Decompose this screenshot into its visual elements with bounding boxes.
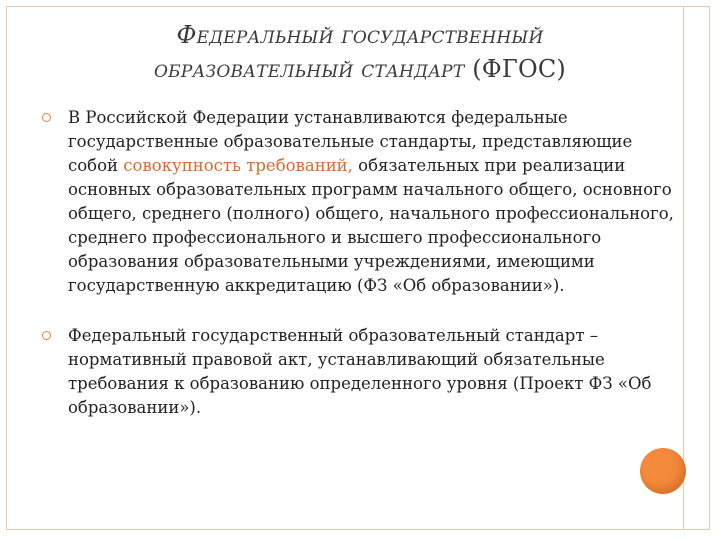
bullet-1-text-before: В Российской Федерации устанавливаются федеральные государственные образовательные стандарты, представляющие собой [68,108,633,175]
title-abbreviation: (ФГОС) [472,55,566,83]
slide-title [80,18,640,86]
bullet-1-text-after: обязательных при реализации основных образовательных программ начального общего, основного общего, среднего (полного) общего, начального профессионального, среднего профессионального и высшего профессионального образования образовательными учреждениями, имеющими государственную аккредитацию (ФЗ «Об образовании»). [68,156,674,295]
bullet-item-2 [40,324,680,420]
slide-right-rule [683,6,684,530]
bullet-2-text: Федеральный государственный образовательный стандарт – нормативный правовой акт, устанавливающий обязательные требования к образованию определенного уровня (Проект ФЗ «Об образовании»). [68,326,652,417]
decorative-circle-icon [640,448,686,494]
title-line-2-text: образовательный стандарт [154,55,465,83]
title-line-1: Федеральный государственный [176,21,544,49]
bullet-marker-icon [42,113,51,122]
bullet-1-highlight: совокупность требований, [123,156,353,175]
bullet-item-1 [40,106,680,298]
bullet-marker-icon [42,331,51,340]
slide-content [40,106,680,420]
title-line-2 [80,52,640,86]
